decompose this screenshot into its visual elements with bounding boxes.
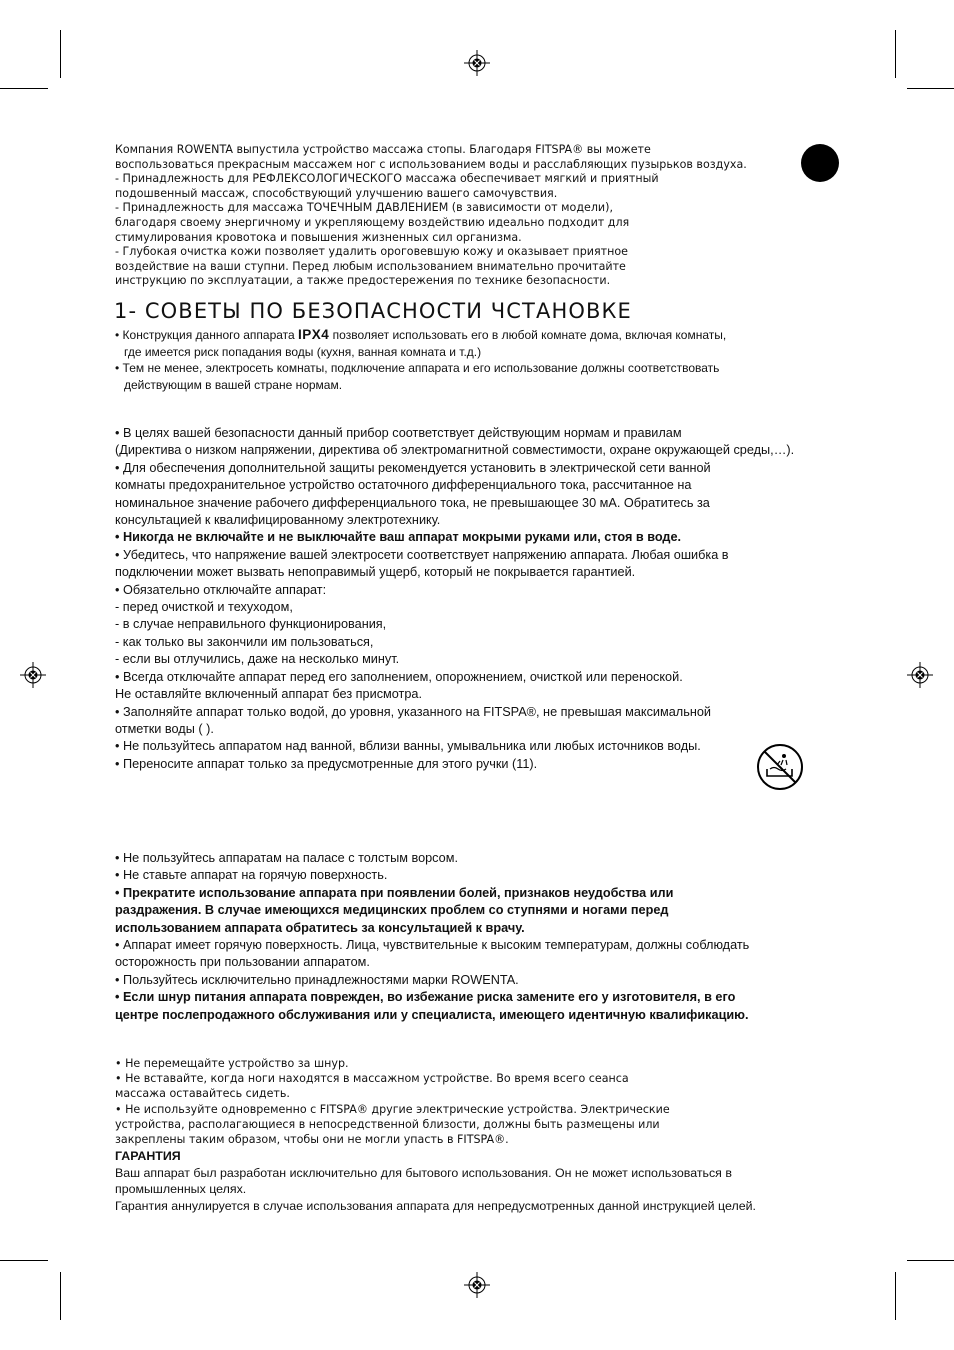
intro-line: - Принадлежность для массажа ТОЧЕЧНЫМ ДАВЛЕНИЕМ (в зависимости от модели), [115,201,613,215]
intro-line: воздействие на ваши ступни. Перед любым использованием внимательно прочитайте [115,259,626,273]
intro-line: - Глубокая очистка кожи позволяет удалить ороговевшую кожу и оказывает приятное [115,245,628,259]
safety-item: подключении может вызвать непоправимый ущерб, который не покрывается гарантией. [115,565,636,580]
section-title: 1- СОВЕТЫ ПО БЕЗОПАСНОСТИ ЧСТАНОВКЕ [114,299,632,323]
safety-item: консультацией к квалифицированному электротехнику. [115,513,441,528]
safety-item: (Директива о низком напряжении, директива об электромагнитной совместимости, охране окружающей среды,…). [115,443,795,458]
safety-item: • В целях вашей безопасности данный прибор соответствует действующим нормам и правилам [115,426,682,440]
note-line: закреплены таким образом, чтобы они не могли упасть в FITSPA®. [115,1133,509,1147]
crop-mark [895,30,896,78]
registration-mark-icon [464,1272,490,1298]
usage-item: • Не пользуйтесь аппаратам на паласе с толстым ворсом. [115,851,458,865]
installation-notes [115,327,726,393]
note-line: массажа оставайтесь сидеть. [115,1087,290,1101]
note-line: • Не вставайте, когда ноги находятся в массажном устройстве. Во время всего сеанса [115,1072,629,1086]
intro-line: стимулирования кровотока и повышения жизненных сил организма. [115,230,522,244]
crop-mark [907,1260,954,1261]
safety-item: • Всегда отключайте аппарат перед его заполнением, опорожнением, очисткой или переноской. [115,669,683,684]
intro-line: воспользоваться прекрасным массажем ног с использованием воды и расслабляющих пузырьков воздуха. [115,157,747,171]
warranty-title: ГАРАНТИЯ [115,1149,181,1163]
intro-line: Компания ROWENTA выпустила устройство массажа стопы. Благодаря FITSPA® вы можете [115,143,651,156]
safety-item: отметки воды ( ). [115,721,214,736]
safety-item: • Не пользуйтесь аппаратом над ванной, вблизи ванны, умывальника или любых источников воды. [115,739,701,754]
install-text: • Конструкция данного аппарата [115,328,299,342]
safety-item: - в случае неправильного функционирования, [115,617,387,632]
intro-line: - Принадлежность для РЕФЛЕКСОЛОГИЧЕСКОГО массажа обеспечивает мягкий и приятный [115,172,659,186]
crop-mark [0,1260,48,1261]
install-line: где имеется риск попадания воды (кухня, ванная комната и т.д.) [124,344,482,359]
safety-item: - если вы отлучились, даже на несколько минут. [115,652,400,667]
safety-item: комнаты предохранительное устройство остаточного дифференциального тока, рассчитанное на [115,478,692,493]
usage-item: использованием аппарата обратитесь за консультацией к врачу. [115,920,525,935]
registration-mark-icon [464,50,490,76]
usage-item: • Пользуйтесь исключительно принадлежностями марки ROWENTA. [115,972,519,987]
registration-mark-icon [907,662,933,688]
safety-item: • Заполняйте аппарат только водой, до уровня, указанного на FITSPA®, не превышая максимальной [115,704,711,719]
intro-line: подошвенный массаж, способствующий улучшению вашего самочувствия. [115,186,558,200]
usage-item: осторожность при пользовании аппаратом. [115,955,370,970]
usage-item: центре послепродажного обслуживания или у специалиста, имеющего идентичную квалификацию. [115,1007,749,1022]
usage-item: • Не ставьте аппарат на горячую поверхность. [115,868,388,883]
warranty-line: Ваш аппарат был разработан исключительно для бытового использования. Он не может использоваться в [115,1165,732,1180]
safety-list [115,425,794,773]
intro-paragraph [115,143,795,289]
safety-item: • Никогда не включайте и не выключайте ваш аппарат мокрыми руками или, стоя в воде. [115,530,682,545]
usage-item: • Аппарат имеет горячую поверхность. Лица, чувствительные к высоким температурам, должны соблюдать [115,938,750,953]
crop-mark [60,1272,61,1320]
install-line: • Тем не менее, электросеть комнаты, подключение аппарата и его использование должны соответствовать [115,361,720,376]
crop-mark [895,1272,896,1320]
safety-item: - как только вы закончили им пользоваться, [115,634,374,649]
safety-item: Не оставляйте включенный аппарат без присмотра. [115,687,422,702]
usage-item: • Прекратите использование аппарата при появлении болей, признаков неудобства или [115,885,674,900]
install-text: позволяет использовать его в любой комнате дома, включая комнаты, [329,328,727,342]
registration-mark-icon [20,662,46,688]
safety-item: • Переносите аппарат только за предусмотренные для этого ручки (11). [115,756,538,771]
note-line: • Не используйте одновременно с FITSPA® другие электрические устройства. Электрические [115,1102,670,1116]
note-line: • Не перемещайте устройство за шнур. [115,1057,349,1070]
intro-line: инструкцию по эксплуатации, а также предостережения по технике безопасности. [115,274,611,288]
notes-list [115,1056,670,1147]
install-line: действующим в вашей стране нормам. [124,377,343,392]
safety-item: • Для обеспечения дополнительной защиты рекомендуется установить в электрической сети ванной [115,460,711,475]
crop-mark [0,88,48,89]
safety-item: • Убедитесь, что напряжение вашей электросети соответствует напряжению аппарата. Любая ошибка в [115,547,729,562]
usage-list [115,850,749,1024]
warranty-line: Гарантия аннулируется в случае использования аппарата для непредусмотренных данной инструкцией целей. [115,1199,756,1214]
no-bathtub-icon [756,743,804,791]
warranty-section [115,1148,756,1215]
ipx-rating: IPX4 [298,327,330,342]
usage-item: раздражения. В случае имеющихся медицинских проблем со ступнями и ногами перед [115,903,669,918]
install-line [115,327,726,344]
crop-mark [907,88,954,89]
note-line: устройства, располагающиеся в непосредственной близости, должны быть размещены или [115,1117,660,1131]
intro-line: благодаря своему энергичному и укрепляющему воздействию идеально подходит для [115,215,630,229]
crop-mark [60,30,61,78]
language-badge [801,144,839,182]
safety-item: номинальное значение рабочего дифференциального тока, не превышающее 30 мА. Обратитесь за [115,495,710,510]
usage-item: • Если шнур питания аппарата поврежден, во избежание риска замените его у изготовителя, в его [115,990,736,1005]
safety-item: • Обязательно отключайте аппарат: [115,582,327,597]
warranty-line: промышленных целях. [115,1182,247,1197]
safety-item: - перед очисткой и техуходом, [115,600,293,615]
